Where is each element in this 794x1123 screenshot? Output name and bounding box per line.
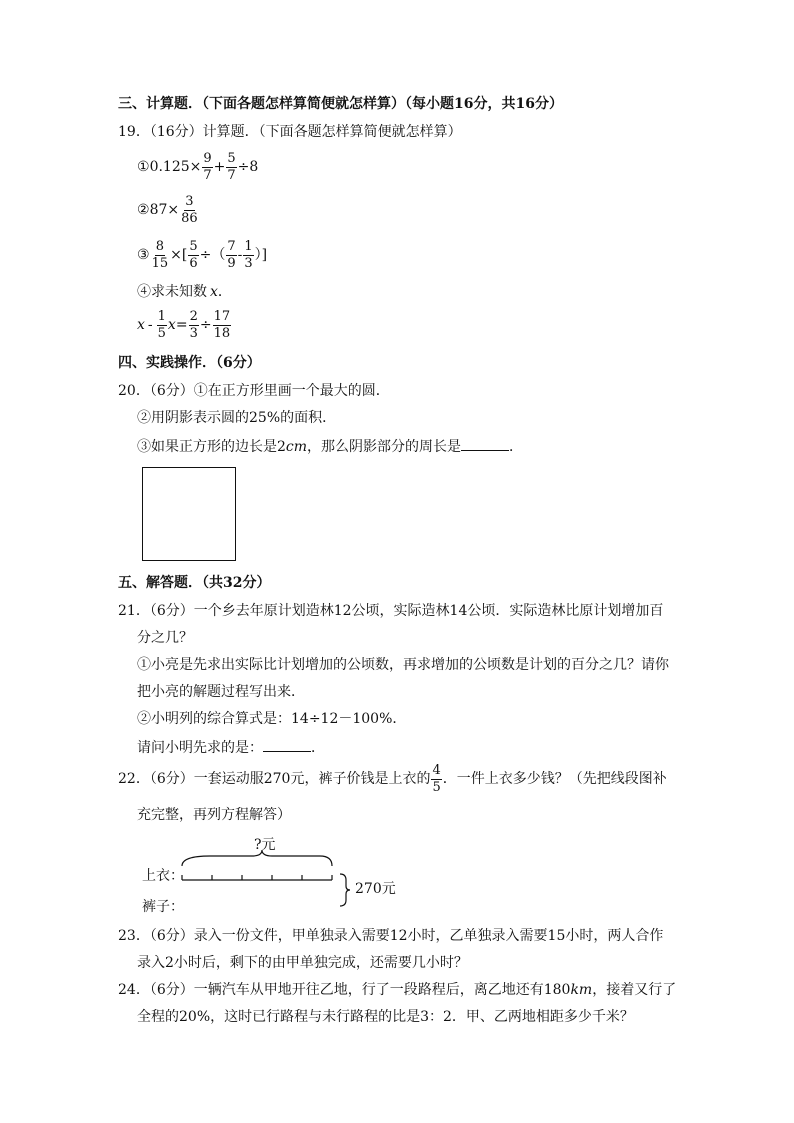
right-brace: [340, 874, 350, 906]
q19-p1-frac1: $\frac{9}{7}$: [203, 151, 212, 183]
q19-equation: [137, 310, 232, 340]
q20-line-3: [137, 438, 523, 454]
q19-p1-frac2: $\frac{5}{7}$: [227, 151, 236, 183]
q20-l3-a: ③如果正方形的边长是: [137, 439, 277, 455]
q19-p1-op: +: [213, 159, 226, 176]
q20-l3-end: ．: [509, 439, 524, 455]
eq-frac3: $\frac{17}{18}$: [213, 309, 231, 341]
q21-line-6: [137, 739, 325, 755]
q19-p1-mark: ①: [137, 159, 150, 176]
diagram-coat-label: 上衣：: [142, 868, 184, 884]
q21-line-4: 把小亮的解题过程写出来．: [137, 684, 305, 700]
q19-p3-frac3: $\frac{7}{9}$: [227, 239, 236, 271]
q24-line-2: 全程的20%，这时已行路程与未行路程的比是3：2．甲、乙两地相距多少千米？: [137, 1009, 634, 1025]
diagram-top-label: ?元: [254, 837, 276, 853]
top-brace: [182, 850, 332, 866]
eq-frac2: $\frac{2}{3}$: [189, 309, 198, 341]
section-4-heading: 四、实践操作．（6分）: [118, 355, 261, 371]
q19-p2-a: 87×: [149, 202, 180, 219]
q21-l6-end: ．: [311, 740, 325, 756]
q19-p1-tail: ÷8: [237, 159, 259, 176]
q19-p3-minus: -: [237, 247, 243, 264]
eq-minus: -: [147, 317, 153, 334]
diagram-pants-label: 裤子：: [142, 899, 184, 915]
q19-p3-close: ）]: [254, 247, 268, 264]
q22-l1-b: ．一件上衣多少钱？（先把线段图补: [442, 771, 667, 788]
q20-l3-b: ，那么阴影部分的周长是: [307, 439, 462, 455]
q24-l1-a: 24．（6分）一辆汽车从甲地开往乙地，行了一段路程后，离乙地还有180: [118, 982, 571, 998]
q24-line-1: [118, 983, 676, 997]
q22-line-1: [118, 764, 667, 794]
q19-part-1: [137, 152, 258, 182]
q23-line-2: 录入2小时后，剩下的由甲单独完成，还需要几小时？: [137, 955, 468, 971]
eq-x2: x: [167, 317, 176, 334]
q19-p1-a: 0.125×: [149, 159, 202, 176]
q20-line-2: ②用阴影表示圆的25%的面积．: [137, 410, 337, 426]
square-figure: [142, 467, 236, 561]
q19-p4-var: x: [210, 284, 218, 300]
q19-p3-mark: ③: [137, 247, 150, 264]
eq-frac1: $\frac{1}{5}$: [157, 309, 166, 341]
q19-p3-frac4: $\frac{1}{3}$: [244, 239, 253, 271]
q22-l1-a: 22．（6分）一套运动服270元，裤子价钱是上衣的: [118, 771, 431, 788]
q20-l3-num: 2: [277, 439, 286, 455]
q19-part-3: [137, 240, 267, 270]
q19-part-2: [137, 195, 200, 225]
q19-p4-end: ．: [217, 284, 232, 300]
q23-line-1: 23．（6分）录入一份文件，甲单独录入需要12小时，乙单独录入需要15小时，两人合作: [118, 928, 664, 944]
q20-l3-unit: cm: [285, 439, 308, 455]
q19-p3-div: ÷（: [199, 247, 226, 264]
q19-p3-frac1: $\frac{8}{15}$: [151, 239, 169, 271]
q21-line-3: ①小亮是先求出实际比计划增加的公顷数，再求增加的公顷数是计划的百分之几？请你: [137, 657, 669, 673]
q19-p4-text: ④求未知数: [137, 284, 207, 300]
q20-line-1: 20．（6分）①在正方形里画一个最大的圆．: [118, 383, 390, 399]
q20-answer-blank[interactable]: [461, 438, 509, 451]
eq-div: ÷: [199, 317, 212, 334]
diagram-total-label: 270元: [355, 881, 396, 897]
q19-p3-mid: ×[: [170, 247, 188, 264]
section-3-heading: 三、计算题．（下面各题怎样算简便就怎样算）（每小题16分，共16分）: [118, 96, 563, 112]
q19-p2-mark: ②: [137, 202, 150, 219]
q19-part-4: [137, 285, 232, 299]
eq-x1: x: [137, 317, 145, 334]
q21-answer-blank[interactable]: [263, 739, 311, 752]
q21-l6-a: 请问小明先求的是：: [137, 740, 263, 756]
q24-l1-b: ，接着又行了: [592, 982, 677, 998]
q19-p3-frac2: $\frac{5}{6}$: [189, 239, 198, 271]
q22-frac: $\frac{4}{5}$: [432, 763, 441, 795]
line-segment-diagram: [170, 850, 360, 914]
section-5-heading: 五、解答题．（共32分）: [118, 575, 271, 591]
q24-l1-unit: km: [570, 982, 593, 998]
q22-line-2: 充完整，再列方程解答）: [137, 807, 291, 823]
eq-equals: =: [175, 317, 188, 334]
q19-p2-frac: $\frac{3}{86}$: [181, 194, 198, 226]
q21-line-1: 21．（6分）一个乡去年原计划造林12公顷，实际造林14公顷．实际造林比原计划增加百: [118, 603, 664, 619]
coat-segment-ticks: [182, 875, 332, 880]
question-19-stem: 19．（16分）计算题．（下面各题怎样算简便就怎样算）: [118, 124, 462, 140]
q21-line-2: 分之几？: [137, 630, 193, 646]
q21-line-5: ②小明列的综合算式是：14÷12－100%．: [137, 711, 407, 727]
